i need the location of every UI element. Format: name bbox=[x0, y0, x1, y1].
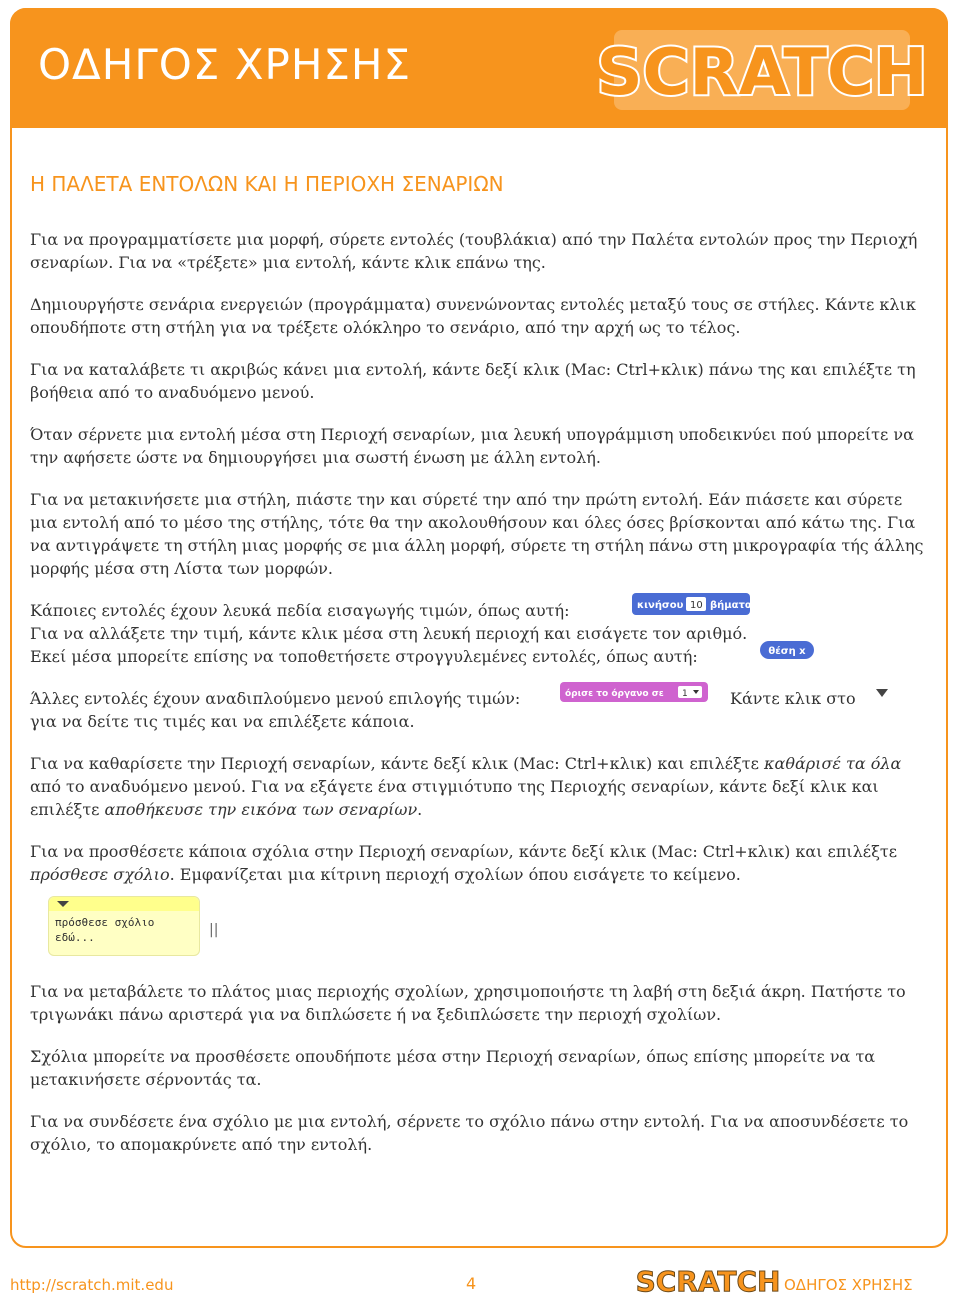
document-title: ΟΔΗΓΟΣ ΧΡΗΣΗΣ bbox=[38, 40, 412, 89]
section-title: Η ΠΑΛΕΤΑ ΕΝΤΟΛΩΝ ΚΑΙ Η ΠΕΡΙΟΧΗ ΣΕΝΑΡΙΩΝ bbox=[30, 172, 504, 196]
position-x-label: θέση x bbox=[768, 646, 806, 657]
motion-block[interactable] bbox=[632, 593, 750, 615]
save-image-command: αποθήκευσε την εικόνα των σεναρίων bbox=[104, 800, 418, 819]
p9-text-end: . Εμφανίζεται μια κίτρινη περιοχή σχολίων όπου εισάγετε το κείμενο. bbox=[169, 865, 741, 884]
clear-all-command: καθάρισέ τα όλα bbox=[764, 754, 902, 773]
footer-title: ΟΔΗΓΟΣ ΧΡΗΣΗΣ bbox=[784, 1276, 913, 1294]
paragraph-8 bbox=[30, 752, 925, 821]
input-fields-line bbox=[30, 599, 925, 622]
set-instrument-block[interactable] bbox=[560, 682, 708, 702]
footer-scratch-logo bbox=[635, 1262, 781, 1298]
page-number: 4 bbox=[466, 1274, 477, 1293]
paragraph-1: Για να προγραμματίσετε μια μορφή, σύρετε εντολές (τουβλάκια) από την Παλέτα εντολών προς την Περιοχή σεναρίων. Για να «τρέξετε» μια εντολή, κάντε κλικ επάνω της. bbox=[30, 230, 918, 272]
paragraph-6a: Κάποιες εντολές έχουν λευκά πεδία εισαγωγής τιμών, όπως αυτή: bbox=[30, 601, 570, 620]
position-x-reporter[interactable] bbox=[760, 641, 814, 659]
dropdown-line bbox=[30, 687, 925, 710]
resize-handle-icon[interactable]: || bbox=[209, 922, 219, 938]
paragraph-2: Δημιουργήστε σενάρια ενεργειών (προγράμματα) συνενώνοντας εντολές μεταξύ τους σε στήλες. Κάντε κλικ οπουδήποτε στη στήλη για να τρέξετε ολόκληρο το σενάριο, από την αρχή ως το τέλος. bbox=[30, 295, 916, 337]
footer-logo-text: SCRATCH bbox=[635, 1265, 781, 1298]
paragraph-12: Για να συνδέσετε ένα σχόλιο με μια εντολή, σέρνετε το σχόλιο πάνω στην εντολή. Για να αποσυνδέσετε το σχόλιο, το απομακρύνετε από την εντολή. bbox=[30, 1112, 909, 1154]
paragraph-7c: για να δείτε τις τιμές και να επιλέξετε κάποια. bbox=[30, 712, 415, 731]
add-comment-command: πρόσθεσε σχόλιο bbox=[30, 865, 170, 884]
comment-note-bar bbox=[49, 897, 199, 911]
round-block-line bbox=[30, 645, 925, 668]
paragraph-6c: Εκεί μέσα μπορείτε επίσης να τοποθετήσετε στρογγυλεμένες εντολές, όπως αυτή: bbox=[30, 647, 698, 666]
instrument-value: 1 bbox=[682, 689, 688, 699]
paragraph-3: Για να καταλάβετε τι ακριβώς κάνει μια εντολή, κάντε δεξί κλικ (Mac: Ctrl+κλικ) πάνω της και επιλέξτε τη βοήθεια από το αναδυόμενο μενού. bbox=[30, 360, 916, 402]
set-instrument-label: όρισε το όργανο σε bbox=[565, 689, 664, 699]
paragraph-5: Για να μετακινήσετε μια στήλη, πιάστε την και σύρετέ την από την πρώτη εντολή. Εάν πιάσετε και σύρετε μια εντολή από το μέσο της στήλης, τότε θα την ακολουθήσουν και όλες όσες βρίσκονται από κάτω της. Για να αντιγράψετε τη στήλη μιας μορφής σε μια άλλη μορφή, σύρετε τη στήλη πάνω στη μικρογραφία τής άλλης μορφής μέσα στη Λίστα των μορφών. bbox=[30, 490, 924, 578]
collapse-triangle-icon[interactable] bbox=[57, 901, 69, 907]
p9-text-start: Για να προσθέσετε κάποια σχόλια στην Περιοχή σεναρίων, κάντε δεξί κλικ (Mac: Ctrl+κλικ) και επιλέξτε bbox=[30, 842, 898, 861]
motion-block-label: κινήσου bbox=[637, 600, 684, 611]
paragraph-6b: Για να αλλάξετε την τιμή, κάντε κλικ μέσα στη λευκή περιοχή και εισάγετε τον αριθμό. bbox=[30, 624, 748, 643]
paragraph-7a: Άλλες εντολές έχουν αναδιπλούμενο μενού επιλογής τιμών: bbox=[30, 689, 521, 708]
paragraph-7b: Κάντε κλικ στο bbox=[730, 689, 856, 708]
p8-text-start: Για να καθαρίσετε την Περιοχή σεναρίων, κάντε δεξί κλικ (Mac: Ctrl+κλικ) και επιλέξτε bbox=[30, 754, 765, 773]
paragraph-11: Σχόλια μπορείτε να προσθέσετε οπουδήποτε μέσα στην Περιοχή σεναρίων, όπως επίσης μπορείτε να τα μετακινήσετε σέρνοντάς τα. bbox=[30, 1047, 876, 1089]
motion-unit: βήματα bbox=[710, 600, 752, 611]
paragraph-4: Όταν σέρνετε μια εντολή μέσα στη Περιοχή σεναρίων, μια λευκή υπογράμμιση υποδεικνύει πού μπορείτε να την αφήσετε ώστε να δημιουργήσει μια σωστή ένωση με άλλη εντολή. bbox=[30, 425, 914, 467]
scratch-logo bbox=[596, 24, 928, 116]
comment-note-text[interactable]: πρόσθεσε σχόλιο εδώ... bbox=[55, 916, 155, 944]
logo-text: SCRATCH bbox=[596, 36, 928, 110]
paragraph-9 bbox=[30, 840, 925, 886]
dropdown-triangle-icon bbox=[876, 689, 888, 697]
paragraph-10: Για να μεταβάλετε το πλάτος μιας περιοχής σχολίων, χρησιμοποιήστε τη λαβή στη δεξιά άκρη. Πατήστε το τριγωνάκι πάνω αριστερά για να διπλώσετε ή να ξεδιπλώσετε την περιοχή σχολίων. bbox=[30, 982, 906, 1024]
p8-text-mid: από το αναδυόμενο μενού. Για να εξάγετε ένα στιγμιότυπο της Περιοχής σεναρίων, κάντε δεξί κλικ και επιλέξτε bbox=[30, 777, 879, 819]
p8-text-end: . bbox=[417, 800, 423, 819]
content-body bbox=[30, 228, 925, 1175]
motion-value: 10 bbox=[690, 600, 703, 611]
comment-note[interactable] bbox=[48, 896, 219, 956]
footer-url-link[interactable]: http://scratch.mit.edu bbox=[10, 1276, 174, 1294]
